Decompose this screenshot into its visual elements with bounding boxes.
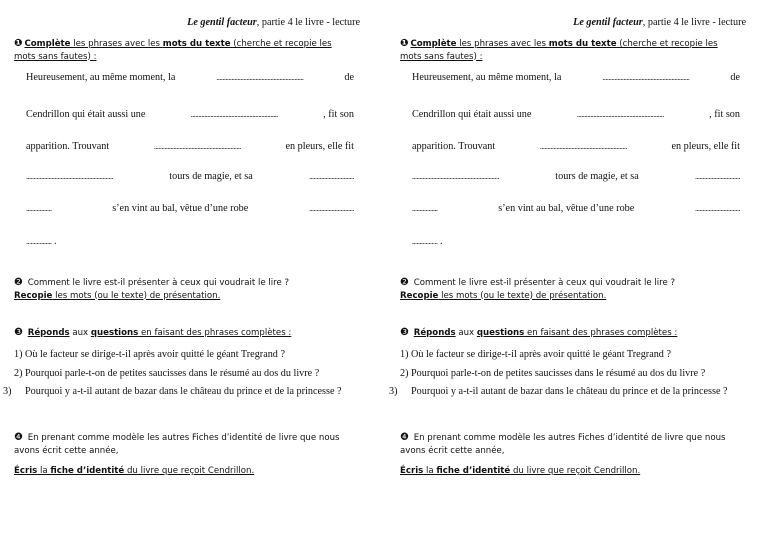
worksheet-right xyxy=(389,0,750,543)
question-3: 3) Pourquoi y a-t-il autant de bazar dans le château du prince et de la princesse ? xyxy=(389,386,728,397)
fill-line-6: ................. . xyxy=(26,236,57,247)
fill-line-5: ................. s’en vint au bal, vêtue d’une robe .............................. xyxy=(26,203,354,214)
fill-line-3: apparition. Trouvant .......................................................... en pleurs, elle fit xyxy=(26,141,354,152)
fill-line-3: apparition. Trouvant .......................................................... en pleurs, elle fit xyxy=(412,141,740,152)
exercise-1-instructions: ❶ Complète les phrases avec les mots du texte (cherche et recopie les mots sans fautes) : xyxy=(14,38,332,62)
exercise-4-task: Écris la fiche d’identité du livre que reçoit Cendrillon. xyxy=(14,466,255,476)
fill-line-4: .......................................................... tours de magie, et sa .............................. xyxy=(26,171,354,182)
exercise-4-task: Écris la fiche d’identité du livre que reçoit Cendrillon. xyxy=(400,466,641,476)
exercise-4: ❹ En prenant comme modèle les autres Fiches d’identité de livre que nous avons écrit cette année, xyxy=(400,432,726,456)
fill-line-6: ................. . xyxy=(412,236,443,247)
fill-line-2: Cendrillon qui était aussi une .......................................................... , fit son xyxy=(26,109,354,120)
page-header: Le gentil facteur, partie 4 le livre - lecture xyxy=(573,17,746,28)
fill-line-1: Heureusement, au même moment, la .......................................................... de xyxy=(412,72,740,83)
fill-line-2: Cendrillon qui était aussi une .......................................................... , fit son xyxy=(412,109,740,120)
page-header: Le gentil facteur, partie 4 le livre - lecture xyxy=(187,17,360,28)
question-2: 2) Pourquoi parle-t-on de petites saucisses dans le résumé au dos du livre ? xyxy=(400,368,706,379)
question-3: 3) Pourquoi y a-t-il autant de bazar dans le château du prince et de la princesse ? xyxy=(3,386,342,397)
exercise-3-instructions: ❸ Réponds aux questions en faisant des phrases complètes : xyxy=(400,327,678,338)
fill-line-4: .......................................................... tours de magie, et sa .............................. xyxy=(412,171,740,182)
worksheet-left xyxy=(3,0,364,543)
fill-line-1: Heureusement, au même moment, la .......................................................... de xyxy=(26,72,354,83)
exercise-1-instructions: ❶ Complète les phrases avec les mots du texte (cherche et recopie les mots sans fautes) : xyxy=(400,38,718,62)
exercise-2: ❷ Comment le livre est-il présenter à ceux qui voudrait le lire ? Recopie les mots (ou le texte) de présentation. xyxy=(400,277,676,301)
exercise-3-instructions: ❸ Réponds aux questions en faisant des phrases complètes : xyxy=(14,327,292,338)
question-1: 1) Où le facteur se dirige-t-il après avoir quitté le géant Tregrand ? xyxy=(14,349,285,360)
exercise-4: ❹ En prenant comme modèle les autres Fiches d’identité de livre que nous avons écrit cette année, xyxy=(14,432,340,456)
exercise-2: ❷ Comment le livre est-il présenter à ceux qui voudrait le lire ? Recopie les mots (ou le texte) de présentation. xyxy=(14,277,290,301)
question-2: 2) Pourquoi parle-t-on de petites saucisses dans le résumé au dos du livre ? xyxy=(14,368,320,379)
question-1: 1) Où le facteur se dirige-t-il après avoir quitté le géant Tregrand ? xyxy=(400,349,671,360)
fill-line-5: ................. s’en vint au bal, vêtue d’une robe .............................. xyxy=(412,203,740,214)
